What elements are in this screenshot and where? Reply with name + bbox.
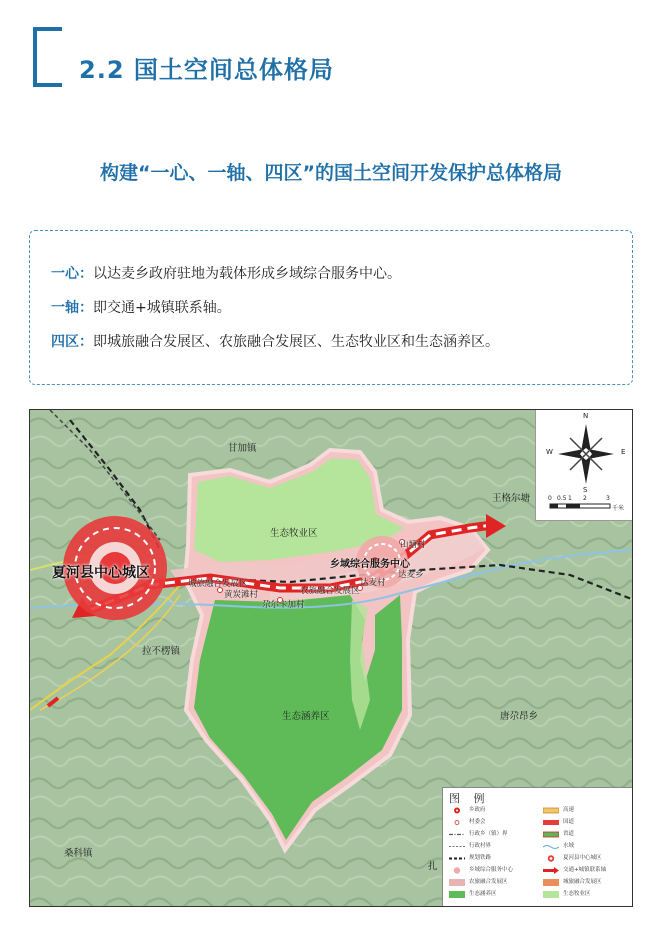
conservation-swatch: [449, 891, 465, 898]
compass-w: W: [546, 448, 553, 456]
page-subtitle: 构建“一心、一轴、四区”的国土空间开发保护总体格局: [100, 162, 562, 184]
national-road-icon: [543, 819, 559, 826]
label-damai-village: 达麦村: [360, 578, 386, 588]
section-heading: [79, 50, 334, 85]
label-xiahe-center: 夏河县中心城区: [52, 565, 150, 581]
scale-tick: 0.5: [557, 495, 567, 502]
expressway-icon: [543, 807, 559, 814]
description-text: 以达麦乡政府驻地为载体形成乡域综合服务中心。: [93, 266, 401, 282]
county-center-icon: [543, 855, 559, 862]
label-damai: 达麦乡: [398, 570, 424, 580]
section-number: 2.2: [79, 56, 125, 84]
description-line-axis: [51, 297, 231, 317]
city-tourism-swatch: [543, 879, 559, 886]
legend-title: 图 例: [449, 792, 490, 805]
service-center-icon: [449, 867, 465, 874]
axis-arrow-icon: [543, 867, 559, 874]
scale-tick: 1: [568, 495, 572, 502]
spatial-pattern-map: [29, 409, 633, 907]
compass-n: N: [583, 412, 589, 420]
label-huangtan: 黄炭滩村: [224, 590, 259, 600]
label-shantang: 山塘村: [400, 540, 426, 550]
description-box: [29, 230, 633, 385]
compass-s: S: [583, 486, 588, 494]
scale-tick: 3: [606, 495, 610, 502]
label-wangge: 王格尔塘: [492, 493, 531, 504]
description-line-center: [51, 263, 401, 283]
section-title: 国土空间总体格局: [133, 56, 334, 84]
provincial-road-icon: [543, 831, 559, 838]
label-agri-tourism: 农旅融合发展区: [300, 586, 360, 596]
label-sangke: 桑科镇: [64, 848, 93, 859]
scale-tick: 2: [583, 495, 587, 502]
description-term: 四区：: [51, 334, 93, 350]
township-boundary-icon: [449, 831, 465, 838]
compass-panel: [535, 410, 633, 521]
label-zha: 扎: [428, 861, 438, 872]
label-tangnai: 唐尕昂乡: [500, 711, 539, 722]
village-boundary-icon: [449, 843, 465, 850]
scale-tick: 0: [548, 495, 552, 502]
label-ecological-pasture: 生态牧业区: [270, 528, 318, 539]
planned-railway-icon: [449, 855, 465, 862]
label-ecological-conservation: 生态涵养区: [282, 711, 330, 722]
scale-unit: 千米: [612, 505, 625, 512]
description-term: 一轴：: [51, 300, 93, 316]
label-service-center: 乡域综合服务中心: [330, 559, 410, 570]
township-gov-icon: [449, 807, 465, 814]
village-committee-icon: [449, 819, 465, 826]
description-text: 即城旅融合发展区、农旅融合发展区、生态牧业区和生态涵养区。: [93, 334, 499, 350]
map-legend: 图 例 乡政府 高速 村委会 国道 行政乡（镇）界 省道 行政村界 水域 规划铁路 夏河县中心城区 乡域综合服务中心 交通+城镇联系轴 农旅融合发展区 城旅融合发展区 生态涵养区 生态牧业区: [442, 787, 633, 907]
water-icon: [543, 843, 559, 850]
description-line-zones: [51, 331, 499, 351]
description-text: 即交通+城镇联系轴。: [93, 300, 231, 316]
label-yuerbu: 尕尔卡加村: [262, 600, 305, 610]
agri-tourism-swatch: [449, 879, 465, 886]
compass-e: E: [621, 448, 626, 456]
description-term: 一心：: [51, 266, 93, 282]
label-labuleng: 拉不楞镇: [142, 646, 181, 657]
label-ganjia: 甘加镇: [228, 443, 257, 454]
pasture-swatch: [543, 891, 559, 898]
label-city-tourism: 城旅融合发展区: [188, 579, 248, 589]
